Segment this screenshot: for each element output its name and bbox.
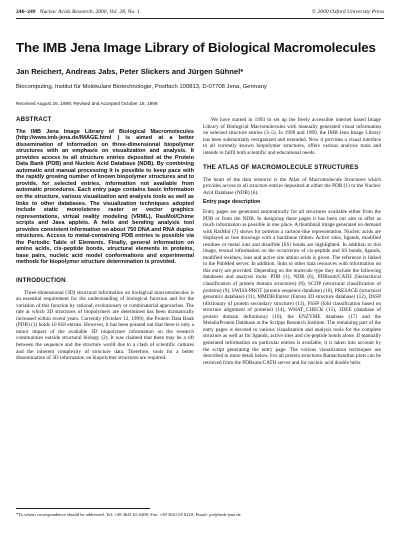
copyright: © 2000 Oxford University Press (311, 8, 384, 15)
affiliation: Biocomputing, Institut für Molekulare Biotechnologie, Postfach 100813, D-07708 Jena, Germany (16, 84, 267, 90)
right-intro-text: We have started in 1993 to set up the freely accessible internet based Image Library of Biological Macromolecules with manually generated visual information on selected structure entries (3–5). In 1998 and 1999, the IMB Jena Image Library has been substantially reorganized and extended. Now it provides a visual interface to all currently known biopolymer structures, offers various analysis tools and intends to fulfil both scientific and educational needs. (203, 117, 381, 156)
atlas-text: The heart of the data resource is the Atlas of Macromolecule Structures which provides access to all structure entries deposited at either the PDB (1) or the Nucleic Acid Database (NDB) (6). (203, 176, 381, 196)
abstract-heading: ABSTRACT (16, 116, 52, 123)
received-dates: Received August 26, 1999; Revised and Accepted October 18, 1999 (16, 101, 158, 106)
entry-page-text: Entry pages are generated automatically for all structures available either from the PDB or from the NDB. In designing these pages it has been our aim to offer as much information as possible in one place. A thumbnail image generated on demand with RasMol (7) shows for proteins a cartoon-like representation. Nucleic acids are displayed as line drawings with a backbone ribbon. Active sites, ligands, modified residues or metal ions and disulfide (SS) bonds are highlighted. In addition to this image, textual information on the occurrence of cis-peptide and SS bonds, ligands, modified residues, ions and active site amino acids is given. The reference is linked to the PubMed server. In addition, links to other data resources with information on this entry are provided. Depending on the molecule type they include the following databases and analysis tools: PDB (1), NDB (6), PDBsum/CATH (hierarchical classification of protein domain structures) (8), SCOP (structural classification of proteins) (9), SWISS-PROT (protein sequence database) (10), PRESAGE (structural genomics database) (11), MMDB/Entrez (Entrez 3D structure database) (12), DSSP (dictionary of protein secondary structure) (13), FSSP (fold classification based on structure alignment of proteins) (14), WHAT_CHECK (15), 3DEE (database of protein domain definitions) (16), the ENZYME database (17) and the MetalloProtein Database at the Scripps Research Institute. The remaining part of the entry pages is devoted to various visualization and analysis tools for the complete structure as well as for ligands, active sites and cis-peptide bonds alone. If manually generated information on particular entries is available, it is taken into account by the script generating the entry page. The various visualization techniques are described in more detail below. For all protein structures Ramachandran plots can be retrieved from the PDBsum/CATH server and for nucleic acid double helix (203, 209, 381, 366)
introduction-heading: INTRODUCTION (16, 277, 66, 285)
footnote-rule (16, 508, 150, 509)
atlas-heading: THE ATLAS OF MACROMOLECULE STRUCTURES (203, 164, 359, 172)
entry-page-heading: Entry page description (203, 199, 261, 206)
running-header (16, 6, 384, 17)
introduction-text: Three-dimensional (3D) structural information on biological macromolecules is an essential requirement for the understanding of biological function and for the variation of this function by rational, evolutionary or combinatorial approaches. The rate at which 3D structures of biopolymers are determined has been dramatically increased within recent years. Currently (October 12, 1999), the Protein Data Bank (PDB) (1) holds 10 858 entries. However, it has been pointed out that there is only a minor impact of the available 3D biopolymer information on the research communities outside structural biology (2). It was claimed that there may be a rift between the sequence and the structure world due to a clash of scientific cultures and the inherent complexity of structure data. Therefore, tools for a better dissemination of 3D information on biopolymer structures are required. (16, 289, 194, 362)
abstract-text: The IMB Jena Image Library of Biological Macromolecules (http://www.imb-jena.de/IMAGE.html ) is aimed at a better dissemination of information on three-dimensional biopolymer structures with an emphasis on visualization and analysis. It provides access to all structure entries deposited at the Protein Data Bank (PDB) and Nucleic Acid Database (NDB). By combining automatic and manual processing it is possible to keep pace with the rapidly growing number of known biopolymer structures and to provide, for selected entries, information not available from automatic procedures. Each entry page contains basic information on the structure, various visualization and analysis tools as well as links to other databases. The visualization techniques adopted include static mono/stereo raster or vector graphics representations, virtual reality modeling (VRML), RasMol/Chime scripts and Java applets. A helix and bending analysis tool provides consistent information on about 750 DNA and RNA duplex structures. Access to metal-containing PDB entries is possible via the Periodic Table of Elements. Finally, general information on amino acids, cis-peptide bonds, structural elements in proteins, base pairs, nucleic acid model conformations and experimental methods for biopolymer structure determination is provided. (16, 128, 194, 266)
journal-citation: Nucleic Acids Research, 2000, Vol. 28, No. 1 (39, 8, 140, 15)
page-range: 246–249 (16, 8, 36, 15)
header-left (16, 9, 140, 15)
header-rule (16, 18, 384, 19)
article-title: The IMB Jena Image Library of Biological Macromolecules (16, 40, 376, 55)
left-column (16, 117, 194, 362)
author-list: Jan Reichert, Andreas Jabs, Peter Slickers and Jürgen Sühnel* (16, 67, 244, 76)
right-column (203, 117, 381, 366)
correspondence-footnote: *To whom correspondence should be addressed. Tel: +49 3641 65 6200; Fax: +49 3641 65 6210; Email: joe@imb-jena.de (16, 512, 241, 517)
